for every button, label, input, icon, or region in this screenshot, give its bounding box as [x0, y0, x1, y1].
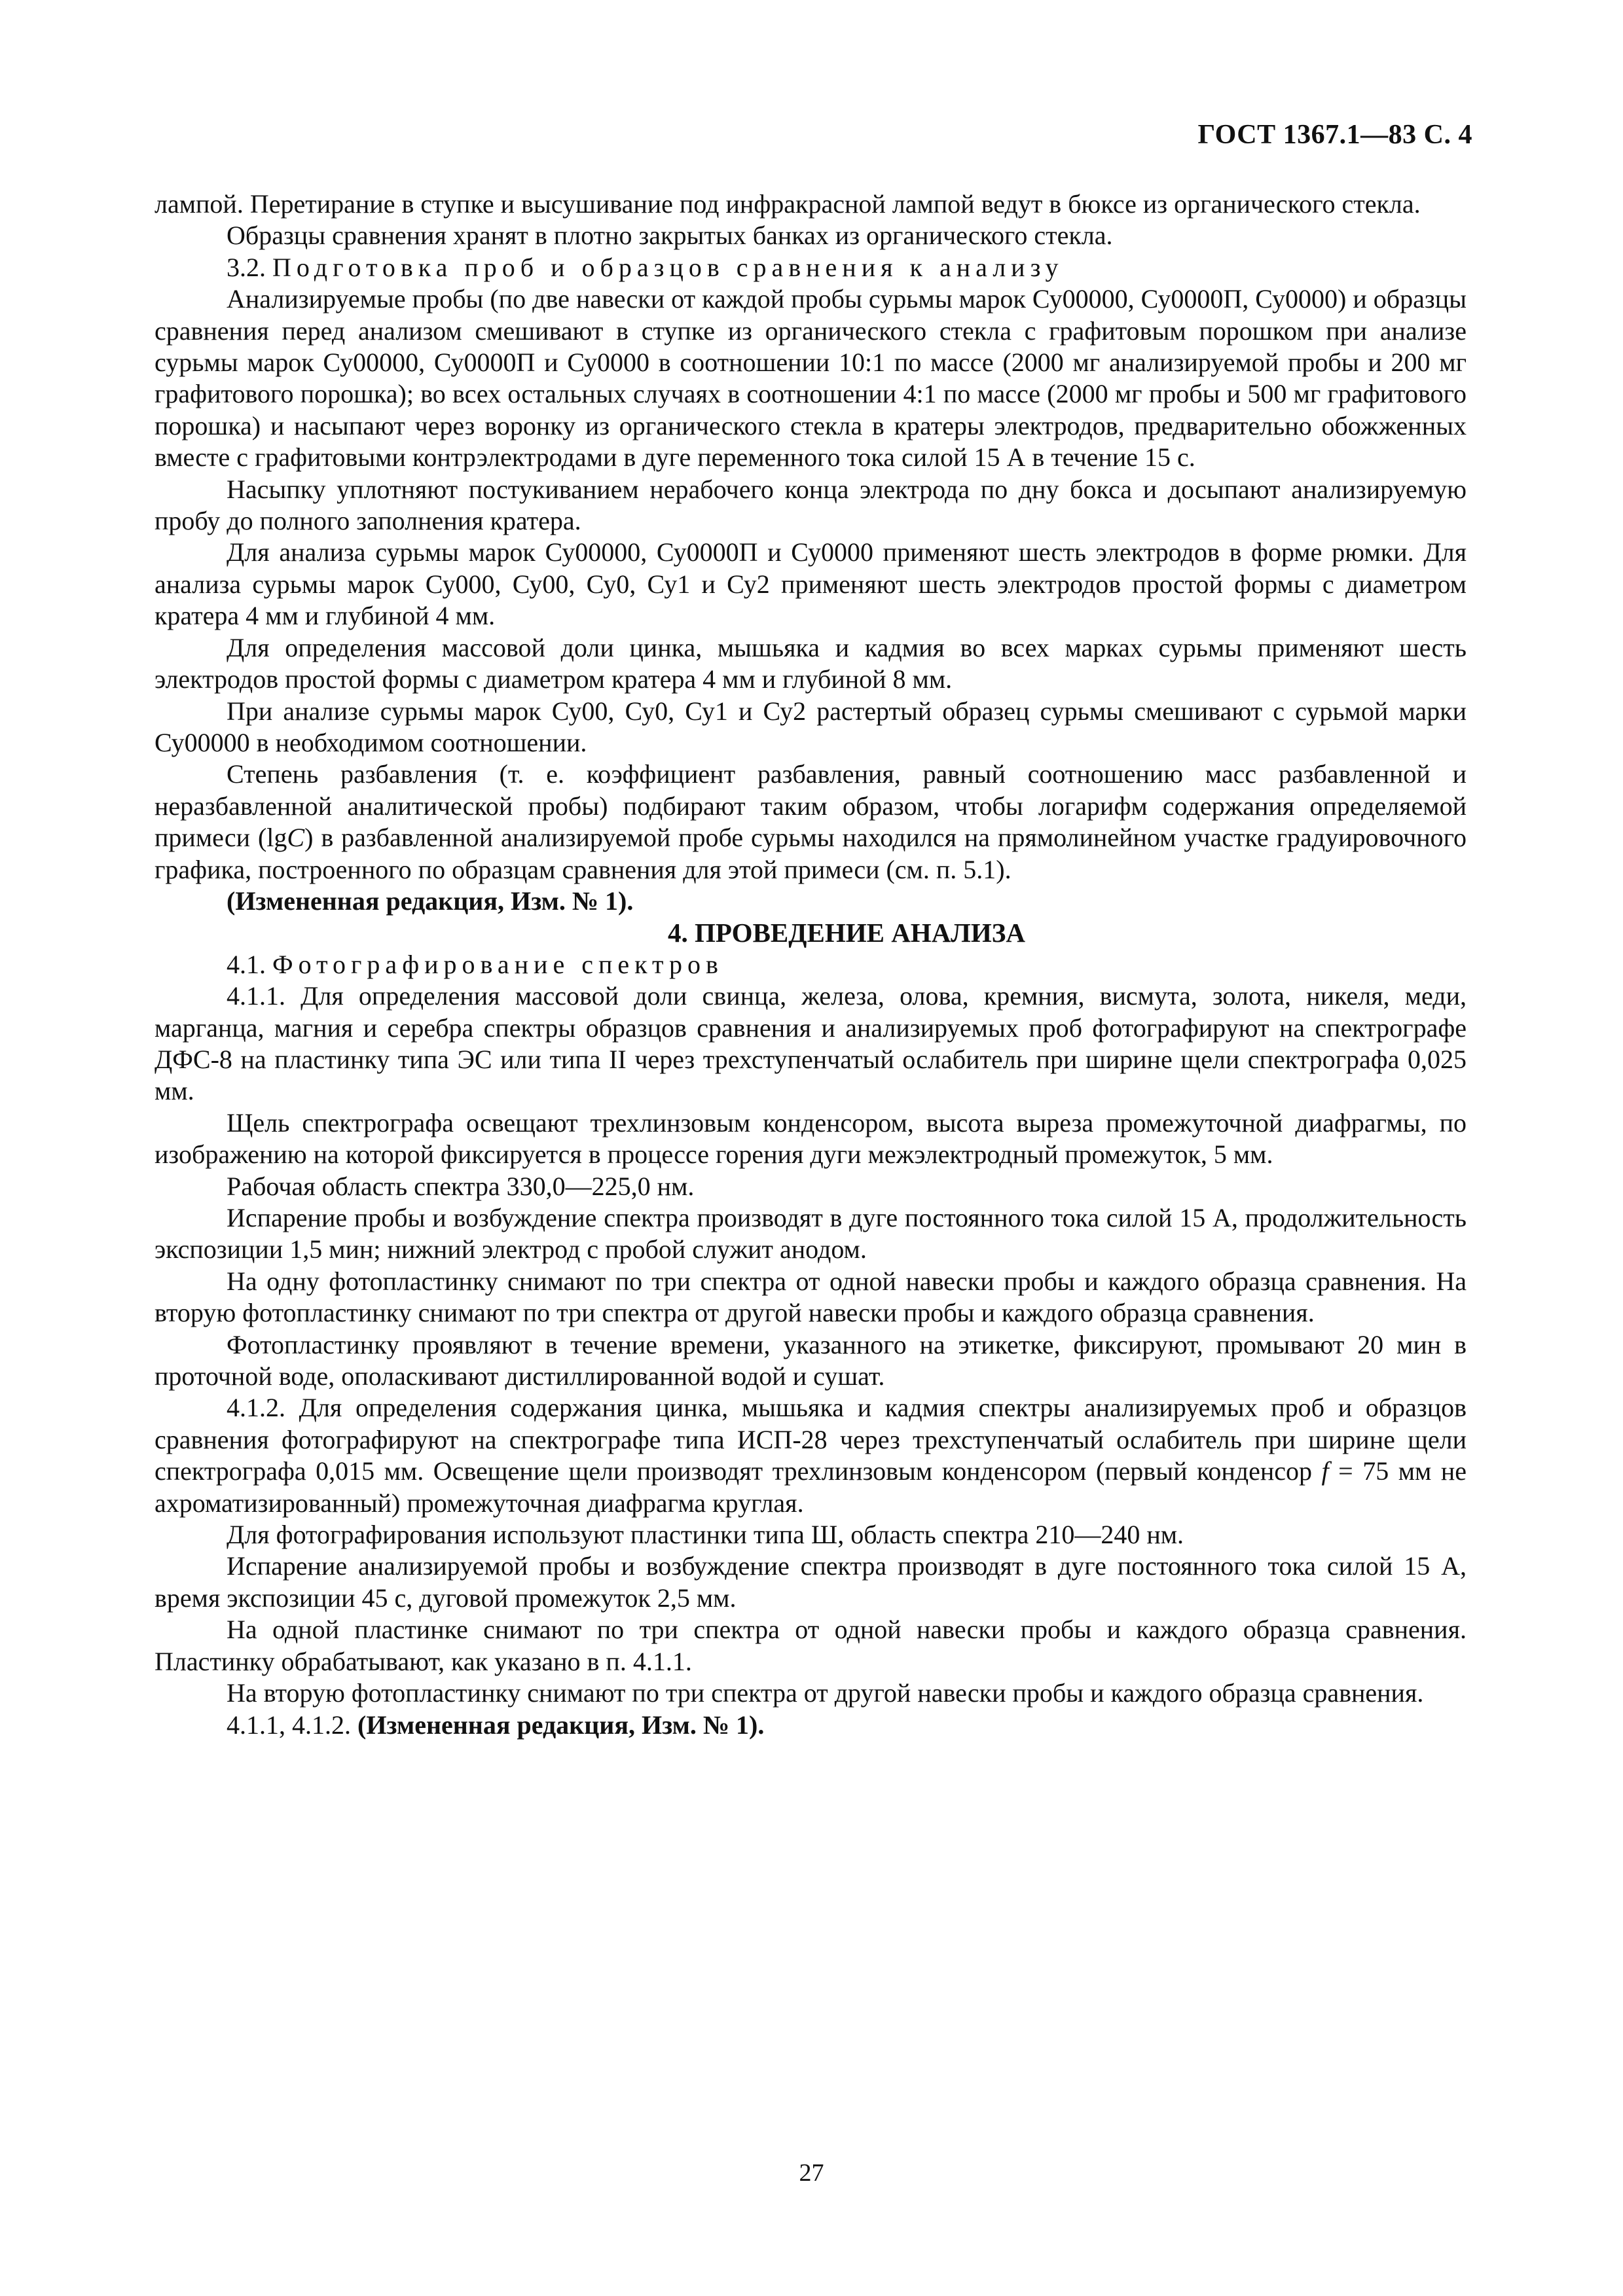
paragraph: Анализируемые пробы (по две навески от каждой пробы сурьмы марок Су00000, Су0000П, Су0000) и образцы сравнения перед анализом смешивают в ступке из органического стекла с графитовым порошком при анализе сурьмы марок Су00000, Су0000П и Су0000 в соотношении 10:1 по массе (2000 мг анализируемой пробы и 200 мг графитового порошка); во всех остальных случаях в соотношении 4:1 по массе (2000 мг пробы и 500 мг графитового порошка) и насыпают через воронку из органического стекла в кратеры электродов, предварительно обожженных вместе с графитовыми контрэлектродами в дуге переменного тока силой 15 А в течение 15 с.: [155, 284, 1467, 473]
paragraph: Для фотографирования используют пластинки типа Ш, область спектра 210—240 нм.: [227, 1520, 1184, 1550]
running-header: ГОСТ 1367.1—83 С. 4: [1197, 120, 1472, 150]
paragraph: Фотопластинку проявляют в течение времени, указанного на этикетке, фиксируют, промывают 20 мин в проточной воде, ополаскивают дистиллированной водой и сушат.: [155, 1329, 1467, 1391]
paragraph: Образцы сравнения хранят в плотно закрытых банках из органического стекла.: [227, 221, 1113, 251]
paragraph: Испарение пробы и возбуждение спектра производят в дуге постоянного тока силой 15 А, продолжительность экспозиции 1,5 мин; нижний электрод с пробой служит анодом.: [155, 1203, 1467, 1265]
amendment-text: (Измененная редакция, Изм. № 1).: [357, 1710, 765, 1740]
subsection-number: 3.2.: [227, 252, 266, 282]
subsection-heading: [155, 949, 1467, 980]
paragraph: На одной пластинке снимают по три спектра от одной навески пробы и каждого образца сравнения. Пластинку обрабатывают, как указано в п. 4.1.1.: [155, 1615, 1467, 1676]
amendment-note: (Измененная редакция, Изм. № 1).: [227, 886, 634, 916]
text-run: 4.1.1, 4.1.2.: [227, 1710, 357, 1740]
text-run: = 75 мм не ахроматизированный) промежуточная диафрагма круглая.: [155, 1456, 1467, 1518]
text-run: Степень разбавления (т. е. коэффициент разбавления, равный соотношению масс разбавленной и неразбавленной аналитической пробы) подбирают таким образом, чтобы логарифм содержания определяемой примеси (lg: [155, 759, 1467, 853]
subsection-number: 4.1.: [227, 949, 266, 979]
paragraph: Щель спектрографа освещают трехлинзовым конденсором, высота выреза промежуточной диафрагмы, по изображению на которой фиксируется в процессе горения дуги межэлектродный промежуток, 5 мм.: [155, 1107, 1467, 1170]
paragraph: Рабочая область спектра 330,0—225,0 нм.: [227, 1171, 695, 1201]
italic-symbol: f: [1321, 1456, 1329, 1486]
paragraph: Для определения массовой доли цинка, мышьяка и кадмия во всех марках сурьмы применяют шесть электродов простой формы с диаметром кратера 4 мм и глубиной 8 мм.: [155, 632, 1467, 694]
document-body: [155, 188, 1467, 1741]
paragraph: [155, 759, 1467, 886]
subsection-heading: [155, 252, 1467, 283]
section-heading: 4. ПРОВЕДЕНИЕ АНАЛИЗА: [667, 918, 1025, 948]
italic-symbol: C: [287, 823, 305, 853]
text-run: ) в разбавленной анализируемой пробе сурьмы находился на прямолинейном участке градуировочного графика, построенного по образцам сравнения для этой примеси (см. п. 5.1).: [155, 823, 1467, 884]
text-run: 4.1.2. Для определения содержания цинка, мышьяка и кадмия спектры анализируемых проб и образцов сравнения фотографируют на спектрографе типа ИСП-28 через трехступенчатый ослабитель при ширине щели спектрографа 0,015 мм. Освещение щели производят трехлинзовым конденсором (первый конденсор: [155, 1393, 1467, 1486]
paragraph: Насыпку уплотняют постукиванием нерабочего конца электрода по дну бокса и досыпают анализируемую пробу до полного заполнения кратера.: [155, 474, 1467, 536]
paragraph: На одну фотопластинку снимают по три спектра от одной навески пробы и каждого образца сравнения. На вторую фотопластинку снимают по три спектра от другой навески пробы и каждого образца сравнения.: [155, 1266, 1467, 1328]
paragraph: При анализе сурьмы марок Су00, Су0, Су1 и Су2 растертый образец сурьмы смешивают с сурьмой марки Су00000 в необходимом соотношении.: [155, 696, 1467, 757]
paragraph: лампой. Перетирание в ступке и высушивание под инфракрасной лампой ведут в бюксе из органического стекла.: [155, 189, 1421, 219]
amendment-note: [155, 1710, 1467, 1741]
subsection-title: Подготовка проб и образцов сравнения к анализу: [272, 252, 1064, 282]
paragraph: На вторую фотопластинку снимают по три спектра от другой навески пробы и каждого образца сравнения.: [227, 1678, 1424, 1708]
paragraph: 4.1.1. Для определения массовой доли свинца, железа, олова, кремния, висмута, золота, никеля, меди, марганца, магния и серебра спектры образцов сравнения и анализируемых проб фотографируют на спектрографе ДФС-8 на пластинку типа ЭС или типа II через трехступенчатый ослабитель при ширине щели спектрографа 0,025 мм.: [155, 981, 1467, 1106]
paragraph: Для анализа сурьмы марок Су00000, Су0000П и Су0000 применяют шесть электродов в форме рюмки. Для анализа сурьмы марок Су000, Су00, Су0, Су1 и Су2 применяют шесть электродов простой формы с диаметром кратера 4 мм и глубиной 4 мм.: [155, 537, 1467, 631]
subsection-title: Фотографирование спектров: [272, 949, 723, 979]
paragraph: [155, 1392, 1467, 1519]
page-number: 27: [799, 2159, 824, 2187]
paragraph: Испарение анализируемой пробы и возбуждение спектра производят в дуге постоянного тока силой 15 А, время экспозиции 45 с, дуговой промежуток 2,5 мм.: [155, 1551, 1467, 1613]
